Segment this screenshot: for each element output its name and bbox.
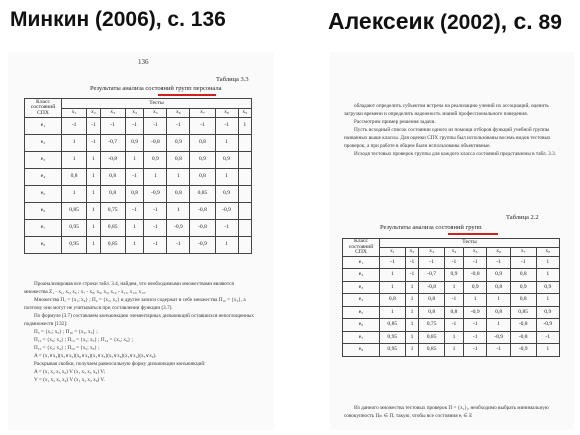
left-test-col-header: x₅ (144, 109, 167, 118)
right-bottom-text (344, 404, 562, 420)
table-cell: 1 (87, 237, 100, 254)
table-cell: 1 (444, 281, 463, 294)
table-cell: -1 (419, 256, 445, 269)
table-cell: 0,95 (62, 237, 87, 254)
right-page-prefix: , с. (500, 8, 533, 34)
row-label: e₂ (25, 135, 62, 152)
left-results-table (24, 98, 252, 254)
left-page-scan (8, 52, 274, 430)
table-cell: 1 (444, 344, 463, 357)
left-table-title: Результаты анализа состояний групп персонала (90, 85, 222, 92)
table-cell: 0,8 (444, 306, 463, 319)
right-test-col-header: x₈ (536, 248, 559, 256)
table-cell: -0,8 (190, 220, 215, 237)
right-author: Алексеик (328, 8, 435, 34)
row-label: e₁ (25, 118, 62, 135)
paragraph: Множества Π₁ = {x₁; x₆} ; Π₂ = {x₁, x₂} и другие записи содержат в себе множества Π₁₀ = {x₂}, а поэтому они могут не учитываться при составлении функции (3.7). (24, 297, 246, 311)
paragraph: V = (x₁ x₂ x₅ x₆) V (x₁ x₂ x₃ x₆) V. (34, 377, 105, 383)
table-cell: 0,8 (190, 135, 215, 152)
left-test-col-header: x₉ (238, 109, 251, 118)
table-cell: 0,9 (487, 269, 510, 282)
row-label: e₅ (343, 306, 380, 319)
table-cell: 0,8 (487, 281, 510, 294)
table-cell: -1 (167, 237, 190, 254)
row-label: e₃ (343, 281, 380, 294)
row-label: e₈ (25, 237, 62, 254)
table-cell: 0,9 (510, 281, 536, 294)
table-cell: 1 (405, 331, 419, 344)
table-cell: 1 (215, 237, 238, 254)
table-cell: -1 (487, 344, 510, 357)
table-cell: 1 (215, 135, 238, 152)
table-cell (238, 135, 251, 152)
right-page-num: 89 (538, 11, 562, 34)
table-cell: -0,8 (510, 319, 536, 332)
paragraph: Π₁₅ = {x₂; x₄} ; Π₁₆ = {x₅; x₆} ; (34, 345, 100, 351)
table-cell (238, 169, 251, 186)
table-cell: 0,85 (62, 203, 87, 220)
table-cell: -1 (463, 331, 486, 344)
table-cell: 0,8 (510, 269, 536, 282)
left-test-col-header: x₄ (125, 109, 144, 118)
table-cell: 1 (125, 220, 144, 237)
table-cell: 1 (536, 344, 559, 357)
table-cell: -1 (144, 118, 167, 135)
table-cell: -1 (380, 256, 406, 269)
table-cell: -0,8 (463, 269, 486, 282)
paragraph: Π₃ = {x₁; x₃} ; Π₁₀ = {x₂, x₅} ; (34, 329, 98, 335)
row-label: e₄ (343, 294, 380, 307)
left-page-number: 136 (138, 58, 149, 66)
row-label: e₇ (25, 220, 62, 237)
table-cell: 0,8 (100, 169, 125, 186)
row-label: e₃ (25, 152, 62, 169)
table-cell: 1 (405, 319, 419, 332)
table-cell: 0,8 (167, 152, 190, 169)
right-test-col-header: x₅ (463, 248, 486, 256)
table-cell: 0,95 (380, 344, 406, 357)
table-cell: -1 (487, 256, 510, 269)
left-test-col-header: x₂ (87, 109, 100, 118)
table-cell: 1 (536, 256, 559, 269)
table-cell: 1 (405, 281, 419, 294)
table-cell (238, 186, 251, 203)
left-page: , с. 136 (155, 8, 226, 31)
table-cell: -1 (215, 220, 238, 237)
table-cell: 0,95 (380, 331, 406, 344)
table-cell: -0,9 (463, 306, 486, 319)
table-cell: -0,9 (487, 331, 510, 344)
paragraph: Π₁₂ = {x₆; x₄} ; Π₁₃ = {x₂; x₅} ; Π₁₄ = {x₅; x₆} ; (34, 337, 134, 343)
table-cell: 0,8 (100, 186, 125, 203)
left-body-text (24, 280, 258, 384)
left-test-col-header: x₆ (167, 109, 190, 118)
table-cell: 1 (380, 269, 406, 282)
table-cell: -0,9 (510, 344, 536, 357)
paragraph: Из данного множества тестовых проверок П = {x₁}ᵢ, необходимо выбрать минимальную совокупность Пₘ ∈ П, такую, чтобы все состояния eᵢ ∈ E (344, 405, 549, 419)
row-label: e₆ (343, 319, 380, 332)
table-cell: 0,9 (190, 152, 215, 169)
table-cell: -1 (215, 118, 238, 135)
table-cell: -1 (536, 331, 559, 344)
table-row (25, 237, 252, 254)
table-cell: -0,7 (100, 135, 125, 152)
table-cell: -1 (510, 256, 536, 269)
table-cell: 0,8 (125, 186, 144, 203)
paragraph: A = (x₁∨x₃)(x₂∨x₅)(x₆∨x₄)(x₂∨x₅)(x₅∨x₆)(x₂∨x₄)(x₅∨x₆). (34, 353, 157, 359)
row-label: e₄ (25, 169, 62, 186)
right-test-col-header: x₇ (510, 248, 536, 256)
table-row (25, 169, 252, 186)
left-table-caption: Таблица 3.3 (216, 76, 249, 83)
table-row (343, 269, 560, 282)
right-table-title: Результаты анализа состояний групп (380, 224, 482, 231)
table-cell: 0,9 (444, 269, 463, 282)
table-cell: 1 (463, 294, 486, 307)
paragraph: Раскрывая скобки, получаем равносильную форму дизъюнкции конъюнкций: (34, 361, 206, 367)
table-row (343, 281, 560, 294)
row-label: e₇ (343, 331, 380, 344)
table-cell: 1 (487, 319, 510, 332)
table-cell: 1 (125, 152, 144, 169)
table-cell: 1 (87, 220, 100, 237)
paragraph: обладают определить субъектом встреча на реализацию учений их ассоциаций, оценить загрузки времени и определить надежность знаний профессионального поведения. (344, 103, 549, 117)
table-cell: 0,85 (380, 319, 406, 332)
table-cell: 0,9 (536, 306, 559, 319)
right-header-class: Класс состояний СПХ (343, 239, 380, 257)
table-cell: 0,9 (144, 152, 167, 169)
paragraph: По формуле (3.7) составляем конъюнкцию элементарных дизъюнкций оставшихся непоглощенных подмножеств [132]: (24, 313, 254, 327)
table-row (343, 331, 560, 344)
table-cell: -1 (125, 118, 144, 135)
table-cell: 0,75 (419, 319, 445, 332)
table-cell: 1 (125, 237, 144, 254)
table-cell (238, 220, 251, 237)
table-cell: 1 (405, 306, 419, 319)
table-cell: 1 (405, 294, 419, 307)
table-cell: 0,8 (510, 294, 536, 307)
table-row (25, 135, 252, 152)
table-cell: 1 (215, 169, 238, 186)
table-cell: 0,8 (380, 294, 406, 307)
left-test-col-header: x₃ (100, 109, 125, 118)
table-cell (238, 203, 251, 220)
table-cell: 0,85 (190, 186, 215, 203)
table-cell: 1 (87, 169, 100, 186)
table-cell: -0,9 (144, 186, 167, 203)
right-title-underline (448, 233, 498, 235)
table-cell: 0,75 (100, 203, 125, 220)
table-cell: -0,8 (190, 203, 215, 220)
table-cell: 0,8 (167, 186, 190, 203)
table-cell: -0,8 (100, 152, 125, 169)
table-cell: -1 (125, 203, 144, 220)
paragraph: Исходя тестовых проверок группы для каждого класса состояний представлены в табл. 3.3. (354, 151, 556, 157)
table-cell (238, 152, 251, 169)
paragraph: Пусть исходный список состоянии одного из помощи отборов функций учебной группы названных выше классы. Для оценки СПХ группы был использованы восемь видов тестовых проверок, а при работе в общем были использованы объективные. (344, 127, 551, 149)
left-source-title (10, 8, 226, 32)
table-cell: 1 (487, 294, 510, 307)
table-cell: 1 (536, 294, 559, 307)
table-cell: 0,8 (487, 306, 510, 319)
table-cell: 1 (444, 331, 463, 344)
table-row (343, 319, 560, 332)
table-cell: 1 (536, 269, 559, 282)
left-year: (2006) (95, 8, 156, 31)
table-cell: 0,8 (419, 306, 445, 319)
table-cell: 0,8 (419, 294, 445, 307)
table-cell: -1 (444, 319, 463, 332)
table-cell: 1 (238, 118, 251, 135)
table-cell: 1 (62, 135, 87, 152)
table-cell: -0,8 (144, 135, 167, 152)
right-test-col-header: x₃ (419, 248, 445, 256)
right-table-caption: Таблица 2.2 (506, 214, 539, 221)
table-cell: 1 (380, 306, 406, 319)
table-cell: 1 (167, 203, 190, 220)
paragraph: Рассмотрим пример решения задачи. (354, 119, 436, 125)
table-cell: -1 (100, 118, 125, 135)
paragraph: A = (x₁ x₂ x₃ x₆) V (x₁ x₃ x₅ x₆) V; (34, 369, 106, 375)
right-test-col-header: x₄ (444, 248, 463, 256)
table-cell: 0,85 (419, 344, 445, 357)
table-cell: -1 (62, 118, 87, 135)
left-header-tests: Тесты (62, 99, 252, 109)
table-cell: 0,9 (215, 186, 238, 203)
table-cell: -1 (444, 256, 463, 269)
right-test-col-header: x₂ (405, 248, 419, 256)
row-label: e₂ (343, 269, 380, 282)
table-cell: 1 (62, 186, 87, 203)
row-label: e₅ (25, 186, 62, 203)
table-cell: 0,85 (419, 331, 445, 344)
left-test-col-header: x₇ (190, 109, 215, 118)
table-cell: 1 (144, 169, 167, 186)
table-cell: -1 (463, 344, 486, 357)
table-row (25, 186, 252, 203)
table-row (343, 294, 560, 307)
table-cell: 0,9 (463, 281, 486, 294)
table-cell: 1 (87, 203, 100, 220)
table-cell: -0,9 (190, 237, 215, 254)
right-test-col-header: x₆ (487, 248, 510, 256)
table-row (25, 118, 252, 135)
table-cell: 0,85 (510, 306, 536, 319)
right-page-scan (330, 52, 574, 430)
left-author: Минкин (10, 8, 90, 31)
table-cell: 1 (167, 169, 190, 186)
table-cell: 0,85 (100, 220, 125, 237)
table-row (25, 203, 252, 220)
left-test-col-header: x₁ (62, 109, 87, 118)
table-cell: -1 (463, 256, 486, 269)
table-cell: 0,9 (125, 135, 144, 152)
table-cell: 0,8 (62, 169, 87, 186)
table-cell: 1 (87, 186, 100, 203)
table-cell: 1 (62, 152, 87, 169)
right-top-text (344, 102, 562, 158)
table-cell: -1 (87, 135, 100, 152)
table-cell: -1 (125, 169, 144, 186)
table-row (343, 306, 560, 319)
table-cell: -1 (463, 319, 486, 332)
table-cell: -0,7 (419, 269, 445, 282)
table-cell: -0,9 (536, 319, 559, 332)
table-cell: 0,8 (190, 169, 215, 186)
row-label: e₁ (343, 256, 380, 269)
table-cell: -1 (405, 256, 419, 269)
table-cell: 0,9 (536, 281, 559, 294)
right-results-table (342, 238, 560, 357)
right-year: (2002) (440, 11, 501, 34)
table-cell: -1 (167, 118, 190, 135)
table-cell: -0,9 (215, 203, 238, 220)
right-header-tests: Тесты (380, 239, 560, 248)
right-test-col-header: x₁ (380, 248, 406, 256)
table-cell: 0,85 (100, 237, 125, 254)
table-cell: 1 (87, 152, 100, 169)
table-cell: -0,8 (510, 331, 536, 344)
table-cell: -0,9 (167, 220, 190, 237)
table-cell: 0,9 (215, 152, 238, 169)
row-label: e₆ (25, 203, 62, 220)
table-cell: -1 (144, 237, 167, 254)
right-source-title (328, 8, 562, 35)
table-cell: 0,9 (167, 135, 190, 152)
table-cell (238, 237, 251, 254)
table-cell: 1 (380, 281, 406, 294)
table-cell: -1 (144, 220, 167, 237)
table-cell: 1 (405, 344, 419, 357)
left-header-class: Класс состояний СПХ (25, 99, 62, 118)
table-cell: 0,95 (62, 220, 87, 237)
paragraph: Проанализировав все строки табл. 3.4, найдем, что необходимыми множествами являются множества Z₁ - x₁, x₅, x₆ ; x₇ - x₈, x₉, x₃, x₁₀ - x₁₁, x₁₂, x₁₃. (24, 281, 234, 295)
row-label: e₈ (343, 344, 380, 357)
left-test-col-header: x₈ (215, 109, 238, 118)
table-cell: -1 (87, 118, 100, 135)
table-cell: -1 (405, 269, 419, 282)
table-row (343, 344, 560, 357)
table-row (25, 220, 252, 237)
table-cell: -1 (444, 294, 463, 307)
left-title-underline (158, 94, 216, 96)
table-row (25, 152, 252, 169)
table-row (343, 256, 560, 269)
table-cell: -0,8 (419, 281, 445, 294)
table-cell: -1 (144, 203, 167, 220)
table-cell: -1 (190, 118, 215, 135)
